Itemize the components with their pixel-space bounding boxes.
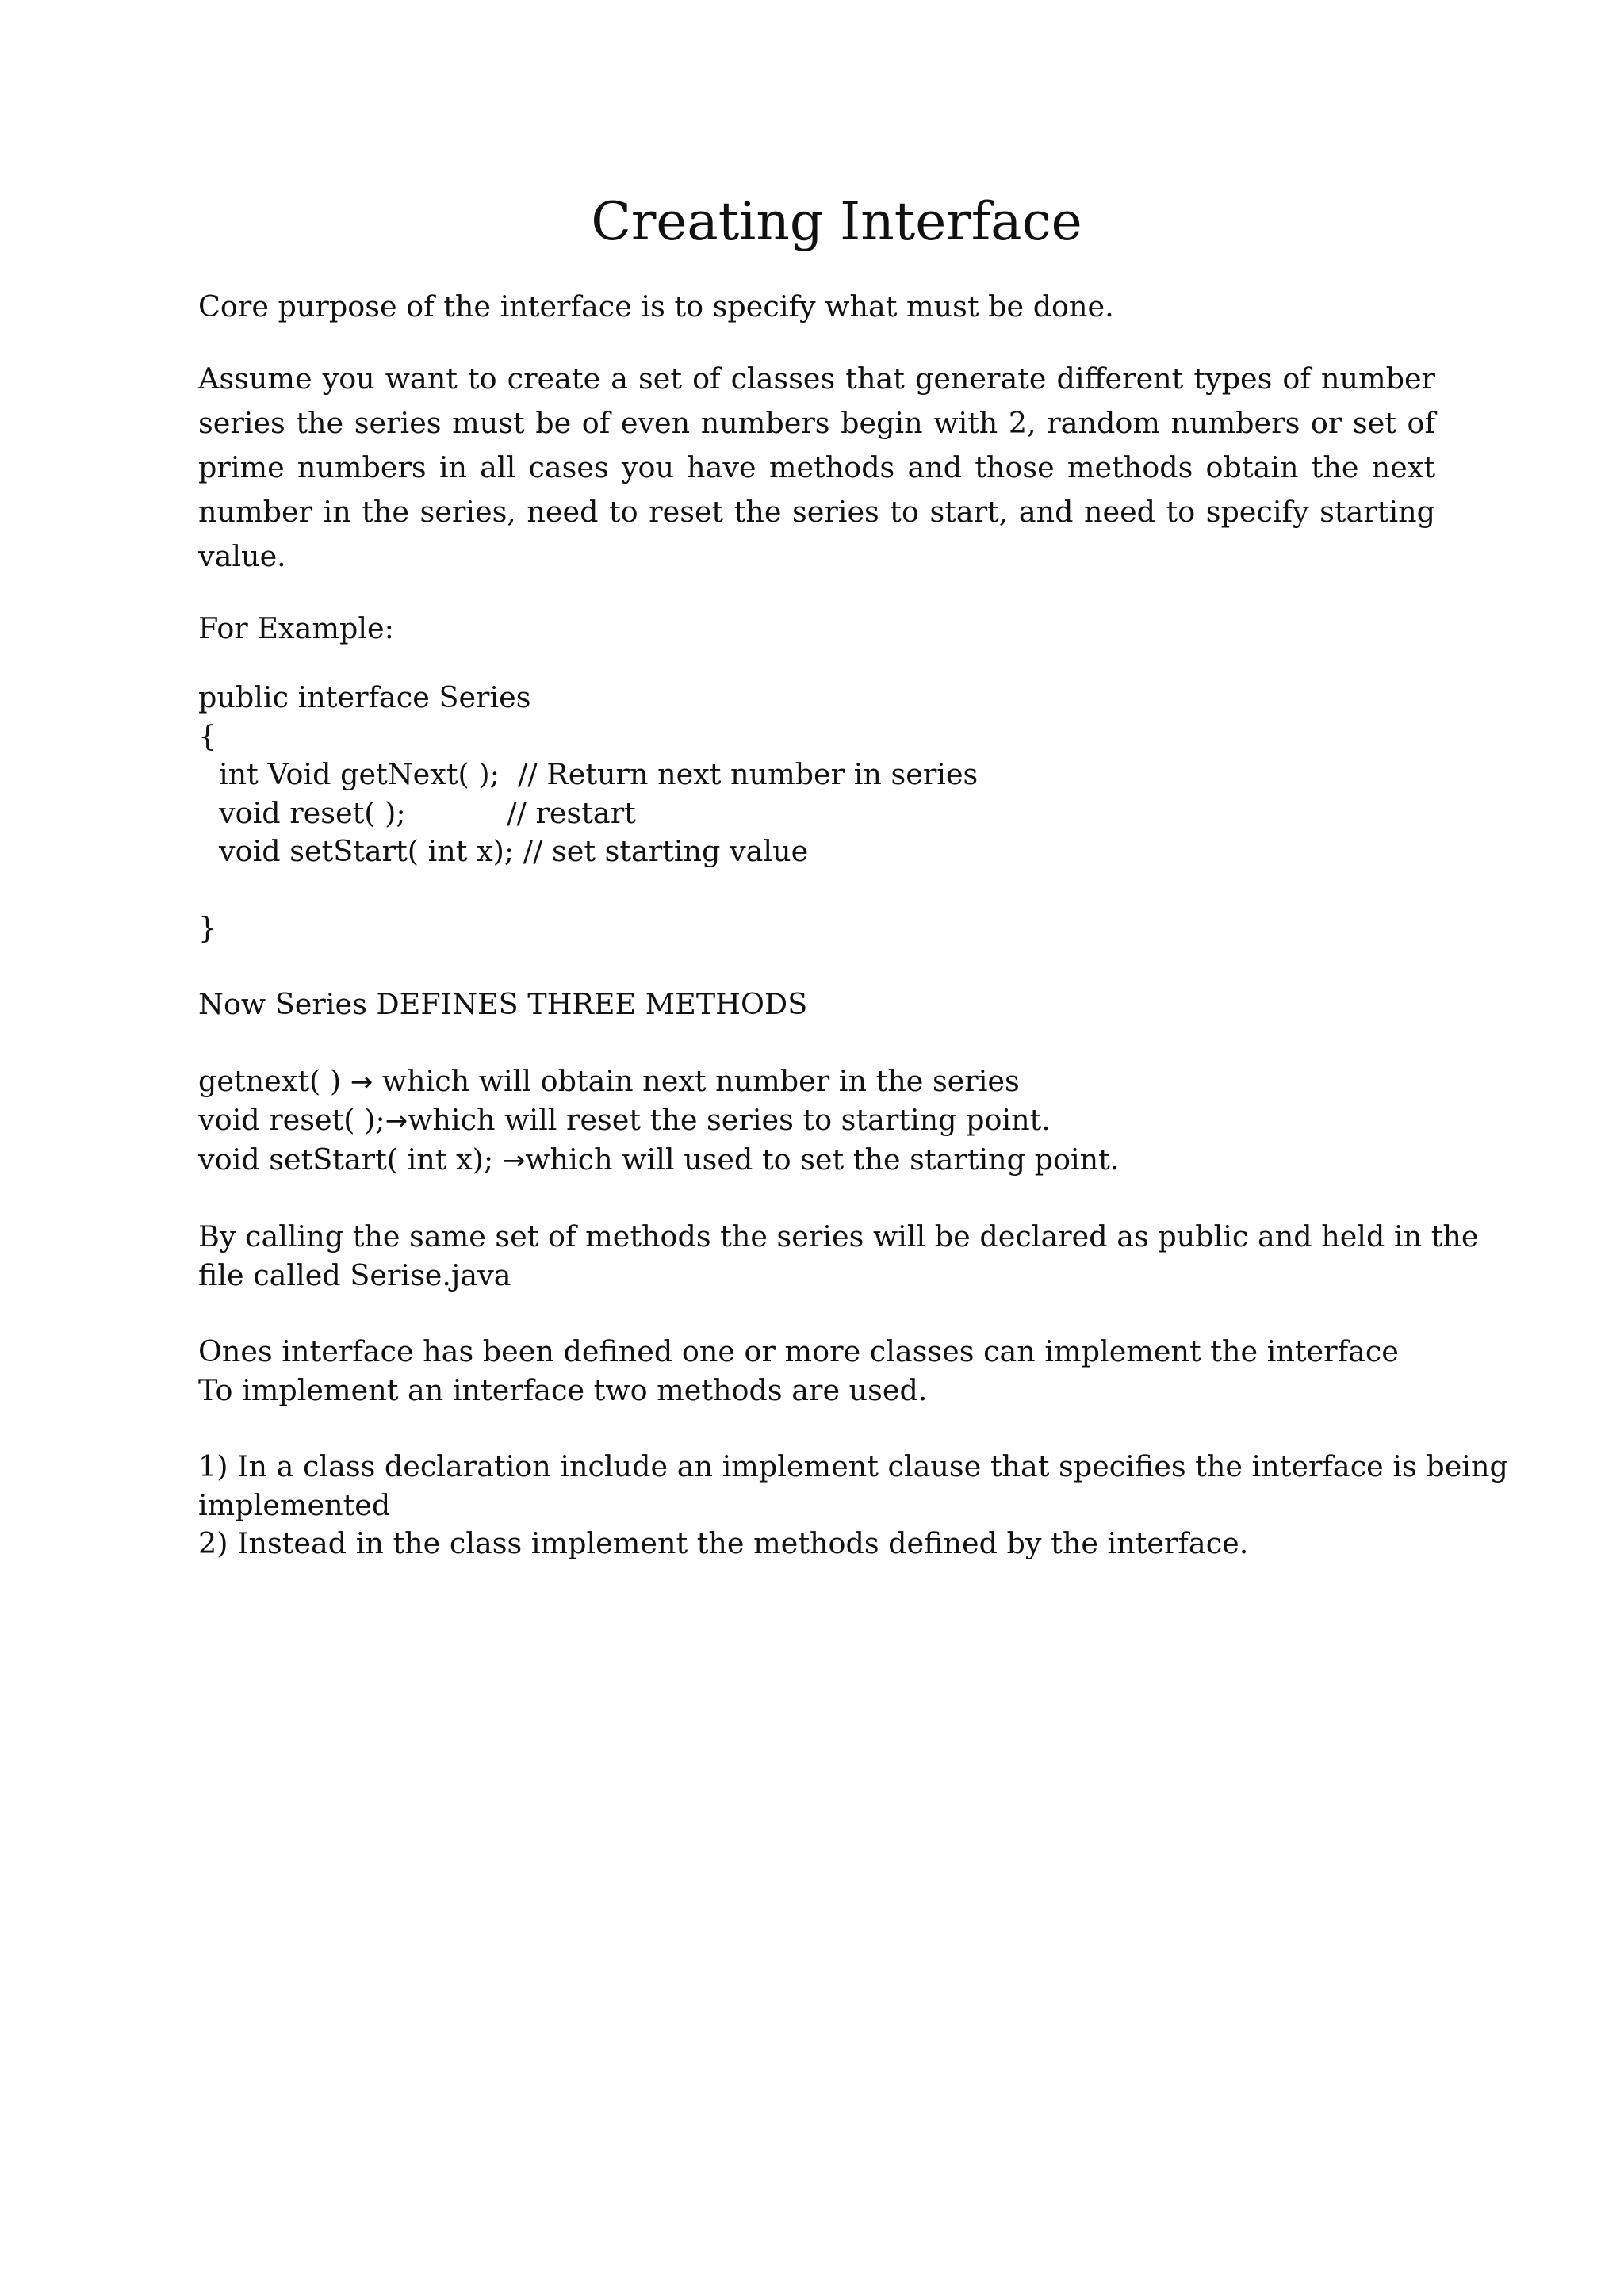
- page-title: Creating Interface: [591, 191, 1082, 252]
- method-description: which will obtain next number in the series: [373, 1063, 1020, 1098]
- code-line-getnext: int Void getNext( ); // Return next number in series: [219, 757, 979, 792]
- code-line-open-brace: {: [198, 718, 217, 753]
- list-item-1-line-1: 1) In a class declaration include an implement clause that specifies the interface is being: [198, 1449, 1508, 1484]
- list-item-2: 2) Instead in the class implement the methods defined by the interface.: [198, 1526, 1249, 1561]
- calling-paragraph-line-1: By calling the same set of methods the series will be declared as public and held in the: [198, 1219, 1479, 1254]
- interface-code-block: [198, 679, 1508, 1563]
- right-arrow-icon: →: [350, 1066, 373, 1098]
- code-line-setstart: void setStart( int x); // set starting value: [219, 834, 809, 869]
- method-signature: void reset( );: [198, 1103, 385, 1138]
- method-signature: void setStart( int x);: [198, 1142, 503, 1177]
- method-line-getnext: [198, 1062, 1435, 1102]
- method-line-reset: [198, 1101, 1435, 1141]
- for-example-label: For Example:: [198, 611, 394, 646]
- implement-paragraph-line-2: To implement an interface two methods are used.: [198, 1372, 928, 1407]
- implement-paragraph-line-1: Ones interface has been defined one or more classes can implement the interface: [198, 1334, 1399, 1369]
- right-arrow-icon: →: [385, 1105, 408, 1138]
- method-description: which will used to set the starting point.: [525, 1142, 1120, 1177]
- code-line-close-brace: }: [198, 910, 217, 945]
- defines-line: Now Series DEFINES THREE METHODS: [198, 987, 808, 1022]
- calling-paragraph-line-2: file called Serise.java: [198, 1257, 511, 1292]
- method-description: which will reset the series to starting point.: [408, 1103, 1051, 1138]
- assume-paragraph: Assume you want to create a set of classes that generate different types of number series the series must be of even numbers begin with 2, random numbers or set of prime numbers in all cases you have methods and those methods obtain the next number in the series, need to reset the series to start, and need to specify starting value.: [198, 362, 1435, 574]
- list-item-1-line-2: implemented: [198, 1487, 391, 1522]
- code-line-reset: void reset( ); // restart: [219, 795, 636, 830]
- method-line-setstart: [198, 1141, 1435, 1181]
- method-signature: getnext( ): [198, 1063, 350, 1098]
- intro-paragraph: Core purpose of the interface is to specify what must be done.: [198, 289, 1114, 324]
- code-line-declaration: public interface Series: [198, 680, 531, 715]
- right-arrow-icon: →: [502, 1144, 526, 1177]
- document-page: [198, 190, 1508, 1563]
